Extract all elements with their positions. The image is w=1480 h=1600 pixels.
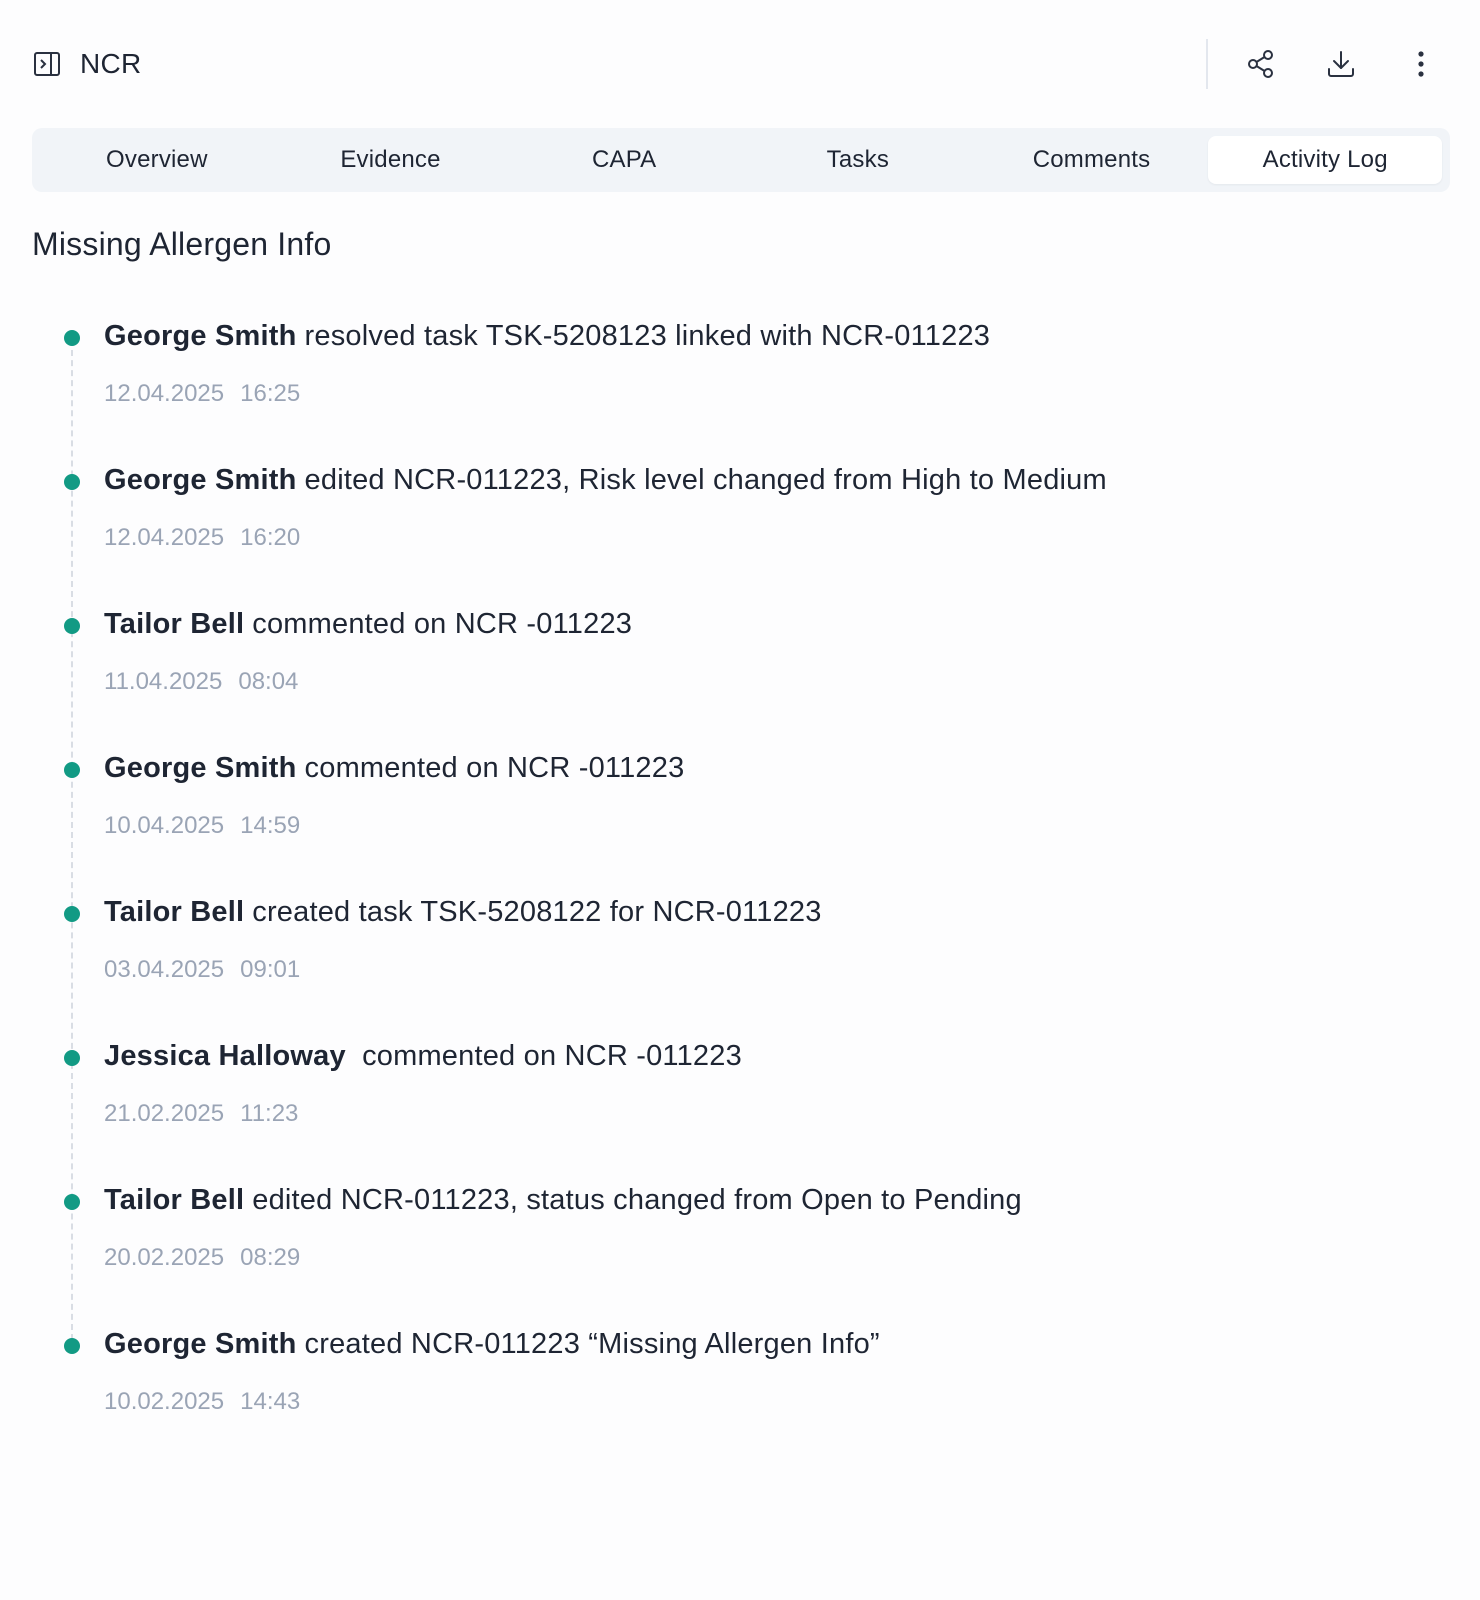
activity-actor[interactable]: Tailor Bell <box>104 608 245 640</box>
activity-text <box>104 608 632 641</box>
activity-timeline <box>0 300 1480 1452</box>
activity-timestamp <box>104 1244 300 1272</box>
share-icon[interactable] <box>1234 37 1288 91</box>
activity-timestamp <box>104 668 298 696</box>
activity-actor[interactable]: George Smith <box>104 752 297 784</box>
activity-actor[interactable]: Tailor Bell <box>104 896 245 928</box>
tab-evidence[interactable]: Evidence <box>340 146 441 173</box>
tab-comments[interactable]: Comments <box>1032 146 1151 173</box>
activity-description: commented on NCR -011223 <box>252 608 633 640</box>
section-title: Missing Allergen Info <box>32 226 332 262</box>
activity-timestamp <box>104 1100 298 1128</box>
header <box>32 36 1448 92</box>
activity-date: 12.04.2025 <box>104 524 225 551</box>
tab-capa[interactable]: CAPA <box>591 146 657 173</box>
sidebar-toggle-icon[interactable] <box>32 49 62 79</box>
activity-description: commented on NCR -011223 <box>304 752 685 784</box>
activity-text <box>104 1040 742 1073</box>
activity-description: edited NCR-011223, Risk level changed from High to Medium <box>304 464 1107 496</box>
activity-text <box>104 464 1107 497</box>
activity-time: 08:04 <box>238 668 299 695</box>
timeline-dot <box>64 1338 80 1354</box>
tab-activity-log[interactable]: Activity Log <box>1208 136 1442 184</box>
activity-actor[interactable]: George Smith <box>104 464 297 496</box>
timeline-dot <box>64 474 80 490</box>
activity-text <box>104 320 990 353</box>
tab-overview[interactable]: Overview <box>106 146 208 173</box>
activity-actor[interactable]: George Smith <box>104 1328 297 1360</box>
activity-time: 16:25 <box>240 380 301 407</box>
activity-text <box>104 896 822 929</box>
activity-time: 14:59 <box>240 812 301 839</box>
timeline-dot <box>64 1050 80 1066</box>
activity-date: 10.02.2025 <box>104 1388 225 1415</box>
timeline-dot <box>64 762 80 778</box>
activity-timestamp <box>104 956 300 984</box>
activity-date: 11.04.2025 <box>104 668 223 695</box>
activity-timestamp <box>104 380 300 408</box>
activity-item <box>0 876 1480 1020</box>
activity-date: 10.04.2025 <box>104 812 225 839</box>
timeline-dot <box>64 1194 80 1210</box>
activity-description: created task TSK-5208122 for NCR-011223 <box>252 896 822 928</box>
activity-time: 14:43 <box>240 1388 301 1415</box>
activity-item <box>0 1164 1480 1308</box>
activity-date: 21.02.2025 <box>104 1100 225 1127</box>
activity-date: 03.04.2025 <box>104 956 225 983</box>
activity-text <box>104 752 684 785</box>
activity-timestamp <box>104 1388 300 1416</box>
activity-time: 09:01 <box>240 956 301 983</box>
page-title: NCR <box>80 48 142 79</box>
timeline-dot <box>64 330 80 346</box>
activity-text <box>104 1328 880 1361</box>
more-vertical-icon[interactable] <box>1394 37 1448 91</box>
activity-item <box>0 588 1480 732</box>
activity-timestamp <box>104 524 300 552</box>
tab-tasks[interactable]: Tasks <box>826 146 890 173</box>
header-divider <box>1206 39 1208 89</box>
activity-item <box>0 444 1480 588</box>
timeline-dot <box>64 618 80 634</box>
activity-time: 11:23 <box>240 1100 299 1127</box>
activity-description: edited NCR-011223, status changed from Open to Pending <box>252 1184 1022 1216</box>
activity-date: 12.04.2025 <box>104 380 225 407</box>
activity-item <box>0 732 1480 876</box>
tab-bar <box>32 128 1450 192</box>
activity-timestamp <box>104 812 300 840</box>
header-actions <box>1206 36 1448 92</box>
activity-description: commented on NCR -011223 <box>353 1040 742 1072</box>
activity-text <box>104 1184 1022 1217</box>
activity-actor[interactable]: Tailor Bell <box>104 1184 245 1216</box>
activity-actor[interactable]: Jessica Halloway <box>104 1040 346 1072</box>
activity-actor[interactable]: George Smith <box>104 320 297 352</box>
activity-date: 20.02.2025 <box>104 1244 225 1271</box>
download-icon[interactable] <box>1314 37 1368 91</box>
activity-item <box>0 1308 1480 1452</box>
activity-description: created NCR-011223 “Missing Allergen Info” <box>304 1328 880 1360</box>
activity-item <box>0 300 1480 444</box>
activity-description: resolved task TSK-5208123 linked with NCR-011223 <box>304 320 991 352</box>
timeline-dot <box>64 906 80 922</box>
activity-item <box>0 1020 1480 1164</box>
activity-time: 08:29 <box>240 1244 301 1271</box>
activity-time: 16:20 <box>240 524 301 551</box>
